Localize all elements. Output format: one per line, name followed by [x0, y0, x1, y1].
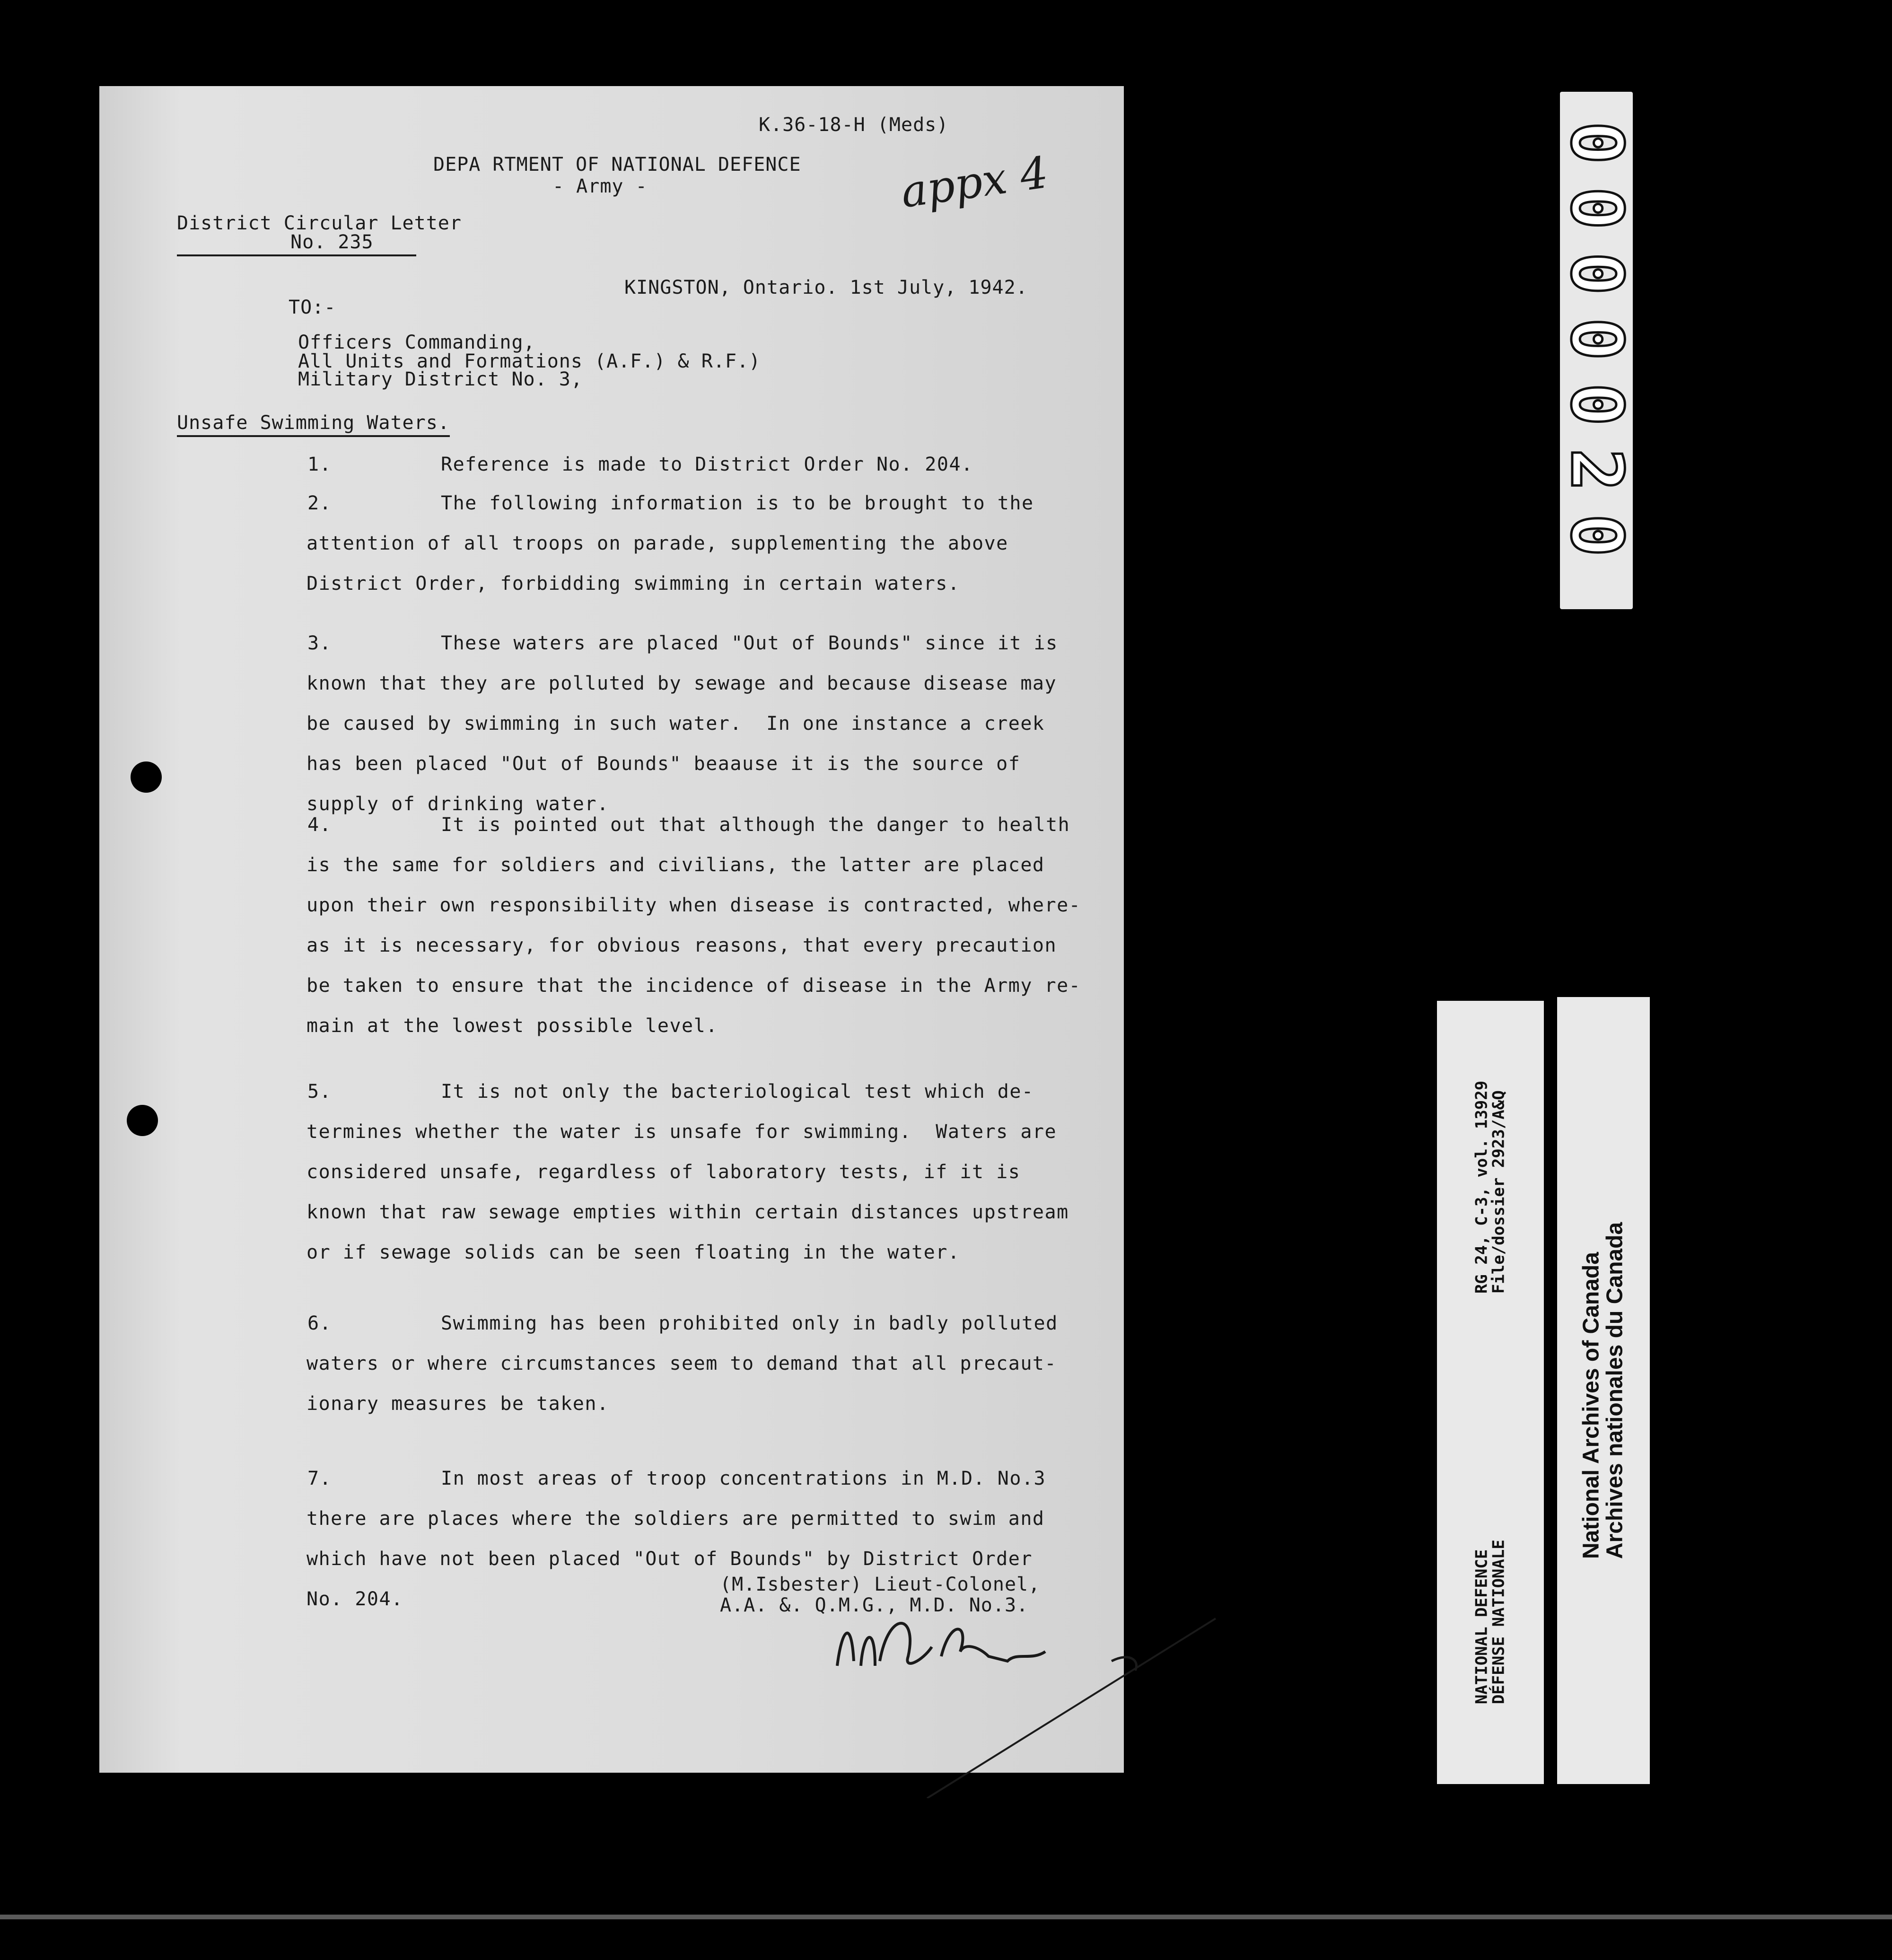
- film-edge-line: [0, 1915, 1892, 1919]
- paragraph-number: 2.: [307, 492, 332, 514]
- addressee-line: Military District No. 3,: [298, 368, 583, 390]
- source-reference-label: [1437, 1001, 1544, 1784]
- paragraph-line: main at the lowest possible level.: [307, 1015, 718, 1037]
- paragraph-line: be taken to ensure that the incidence of disease in the Army re-: [307, 975, 1081, 997]
- paragraph-line: upon their own responsibility when disease is contracted, where-: [307, 894, 1081, 916]
- paragraph-number: 7.: [307, 1468, 332, 1489]
- paragraph-line: ionary measures be taken.: [307, 1393, 609, 1415]
- paragraph-line: as it is necessary, for obvious reasons, that every precaution: [307, 935, 1057, 956]
- archives-name-fr: Archives nationales du Canada: [1603, 1222, 1628, 1559]
- paragraph-number: 5.: [307, 1081, 332, 1102]
- paragraph-line: termines whether the water is unsafe for swimming. Waters are: [307, 1121, 1057, 1143]
- circular-title: District Circular Letter: [177, 212, 462, 234]
- label-record-group: RG 24, C-3, vol. 13929: [1472, 1080, 1491, 1294]
- to-label: TO:-: [289, 297, 336, 318]
- addressee-line: All Units and Formations (A.F.) & R.F.): [298, 350, 761, 372]
- file-reference: K.36-18-H (Meds): [759, 114, 949, 136]
- paragraph-line: is the same for soldiers and civilians, the latter are placed: [307, 854, 1045, 876]
- archives-name-en: National Archives of Canada: [1578, 1252, 1604, 1559]
- paragraph-line: It is not only the bacteriological test which de-: [441, 1081, 1034, 1102]
- paragraph-number: 3.: [307, 632, 332, 654]
- paragraph-number: 6.: [307, 1312, 332, 1334]
- handwritten-signature: [809, 1590, 1235, 1798]
- label-dept-en: NATIONAL DEFENCE: [1472, 1549, 1491, 1705]
- paragraph-line: or if sewage solids can be seen floating in the water.: [307, 1242, 960, 1263]
- paragraph-line: has been placed "Out of Bounds" beaause it is the source of: [307, 753, 1021, 775]
- circular-number: No. 235: [177, 233, 416, 256]
- paragraph-line: which have not been placed "Out of Bounds" by District Order: [307, 1548, 1033, 1570]
- paragraph-number: 4.: [307, 814, 332, 836]
- paragraph-line: These waters are placed "Out of Bounds" since it is: [441, 632, 1058, 654]
- addressee-line: Officers Commanding,: [298, 332, 535, 353]
- paragraph-line: known that they are polluted by sewage and because disease may: [307, 673, 1057, 694]
- paragraph-line: attention of all troops on parade, supplementing the above: [307, 533, 1008, 554]
- paragraph-line: District Order, forbidding swimming in certain waters.: [307, 573, 960, 595]
- punch-hole: [127, 1105, 158, 1136]
- paragraph-number: 1.: [307, 454, 332, 475]
- place-date: KINGSTON, Ontario. 1st July, 1942.: [624, 277, 1028, 298]
- paragraph-line: waters or where circumstances seem to demand that all precaut-: [307, 1353, 1057, 1374]
- paragraph-line: be caused by swimming in such water. In one instance a creek: [307, 713, 1045, 735]
- signatory-name: (M.Isbester) Lieut-Colonel,: [720, 1574, 1041, 1595]
- branch-heading: - Army -: [552, 175, 648, 197]
- handwritten-appendix-note: appx 4: [898, 147, 1051, 218]
- paragraph-line: Swimming has been prohibited only in badly polluted: [441, 1312, 1058, 1334]
- department-heading: DEPA RTMENT OF NATIONAL DEFENCE: [433, 154, 801, 175]
- punch-hole: [131, 761, 162, 793]
- subject-heading: Unsafe Swimming Waters.: [177, 413, 450, 437]
- paragraph-line: No. 204.: [307, 1588, 403, 1610]
- paragraph-line: The following information is to be brought to the: [441, 492, 1034, 514]
- paragraph-line: In most areas of troop concentrations in M.D. No.3: [441, 1468, 1046, 1489]
- paragraph-line: considered unsafe, regardless of laboratory tests, if it is: [307, 1161, 1021, 1183]
- paragraph-line: known that raw sewage empties within certain distances upstream: [307, 1201, 1069, 1223]
- reel-number-label: [1555, 92, 1638, 609]
- archives-label: [1557, 997, 1650, 1784]
- label-dept-fr: DÉFENSE NATIONALE: [1489, 1540, 1508, 1705]
- label-file-number: File/dossier 2923/A&Q: [1489, 1090, 1508, 1294]
- paragraph-line: there are places where the soldiers are permitted to swim and: [307, 1508, 1045, 1530]
- paragraph-line: It is pointed out that although the danger to health: [441, 814, 1070, 836]
- document-sheet: [99, 86, 1124, 1773]
- paragraph-line: Reference is made to District Order No. 204.: [441, 454, 973, 475]
- signatory-title: A.A. &. Q.M.G., M.D. No.3.: [720, 1594, 1029, 1616]
- paragraph-line: supply of drinking water.: [307, 793, 609, 815]
- reel-number: 0000020: [1555, 121, 1638, 580]
